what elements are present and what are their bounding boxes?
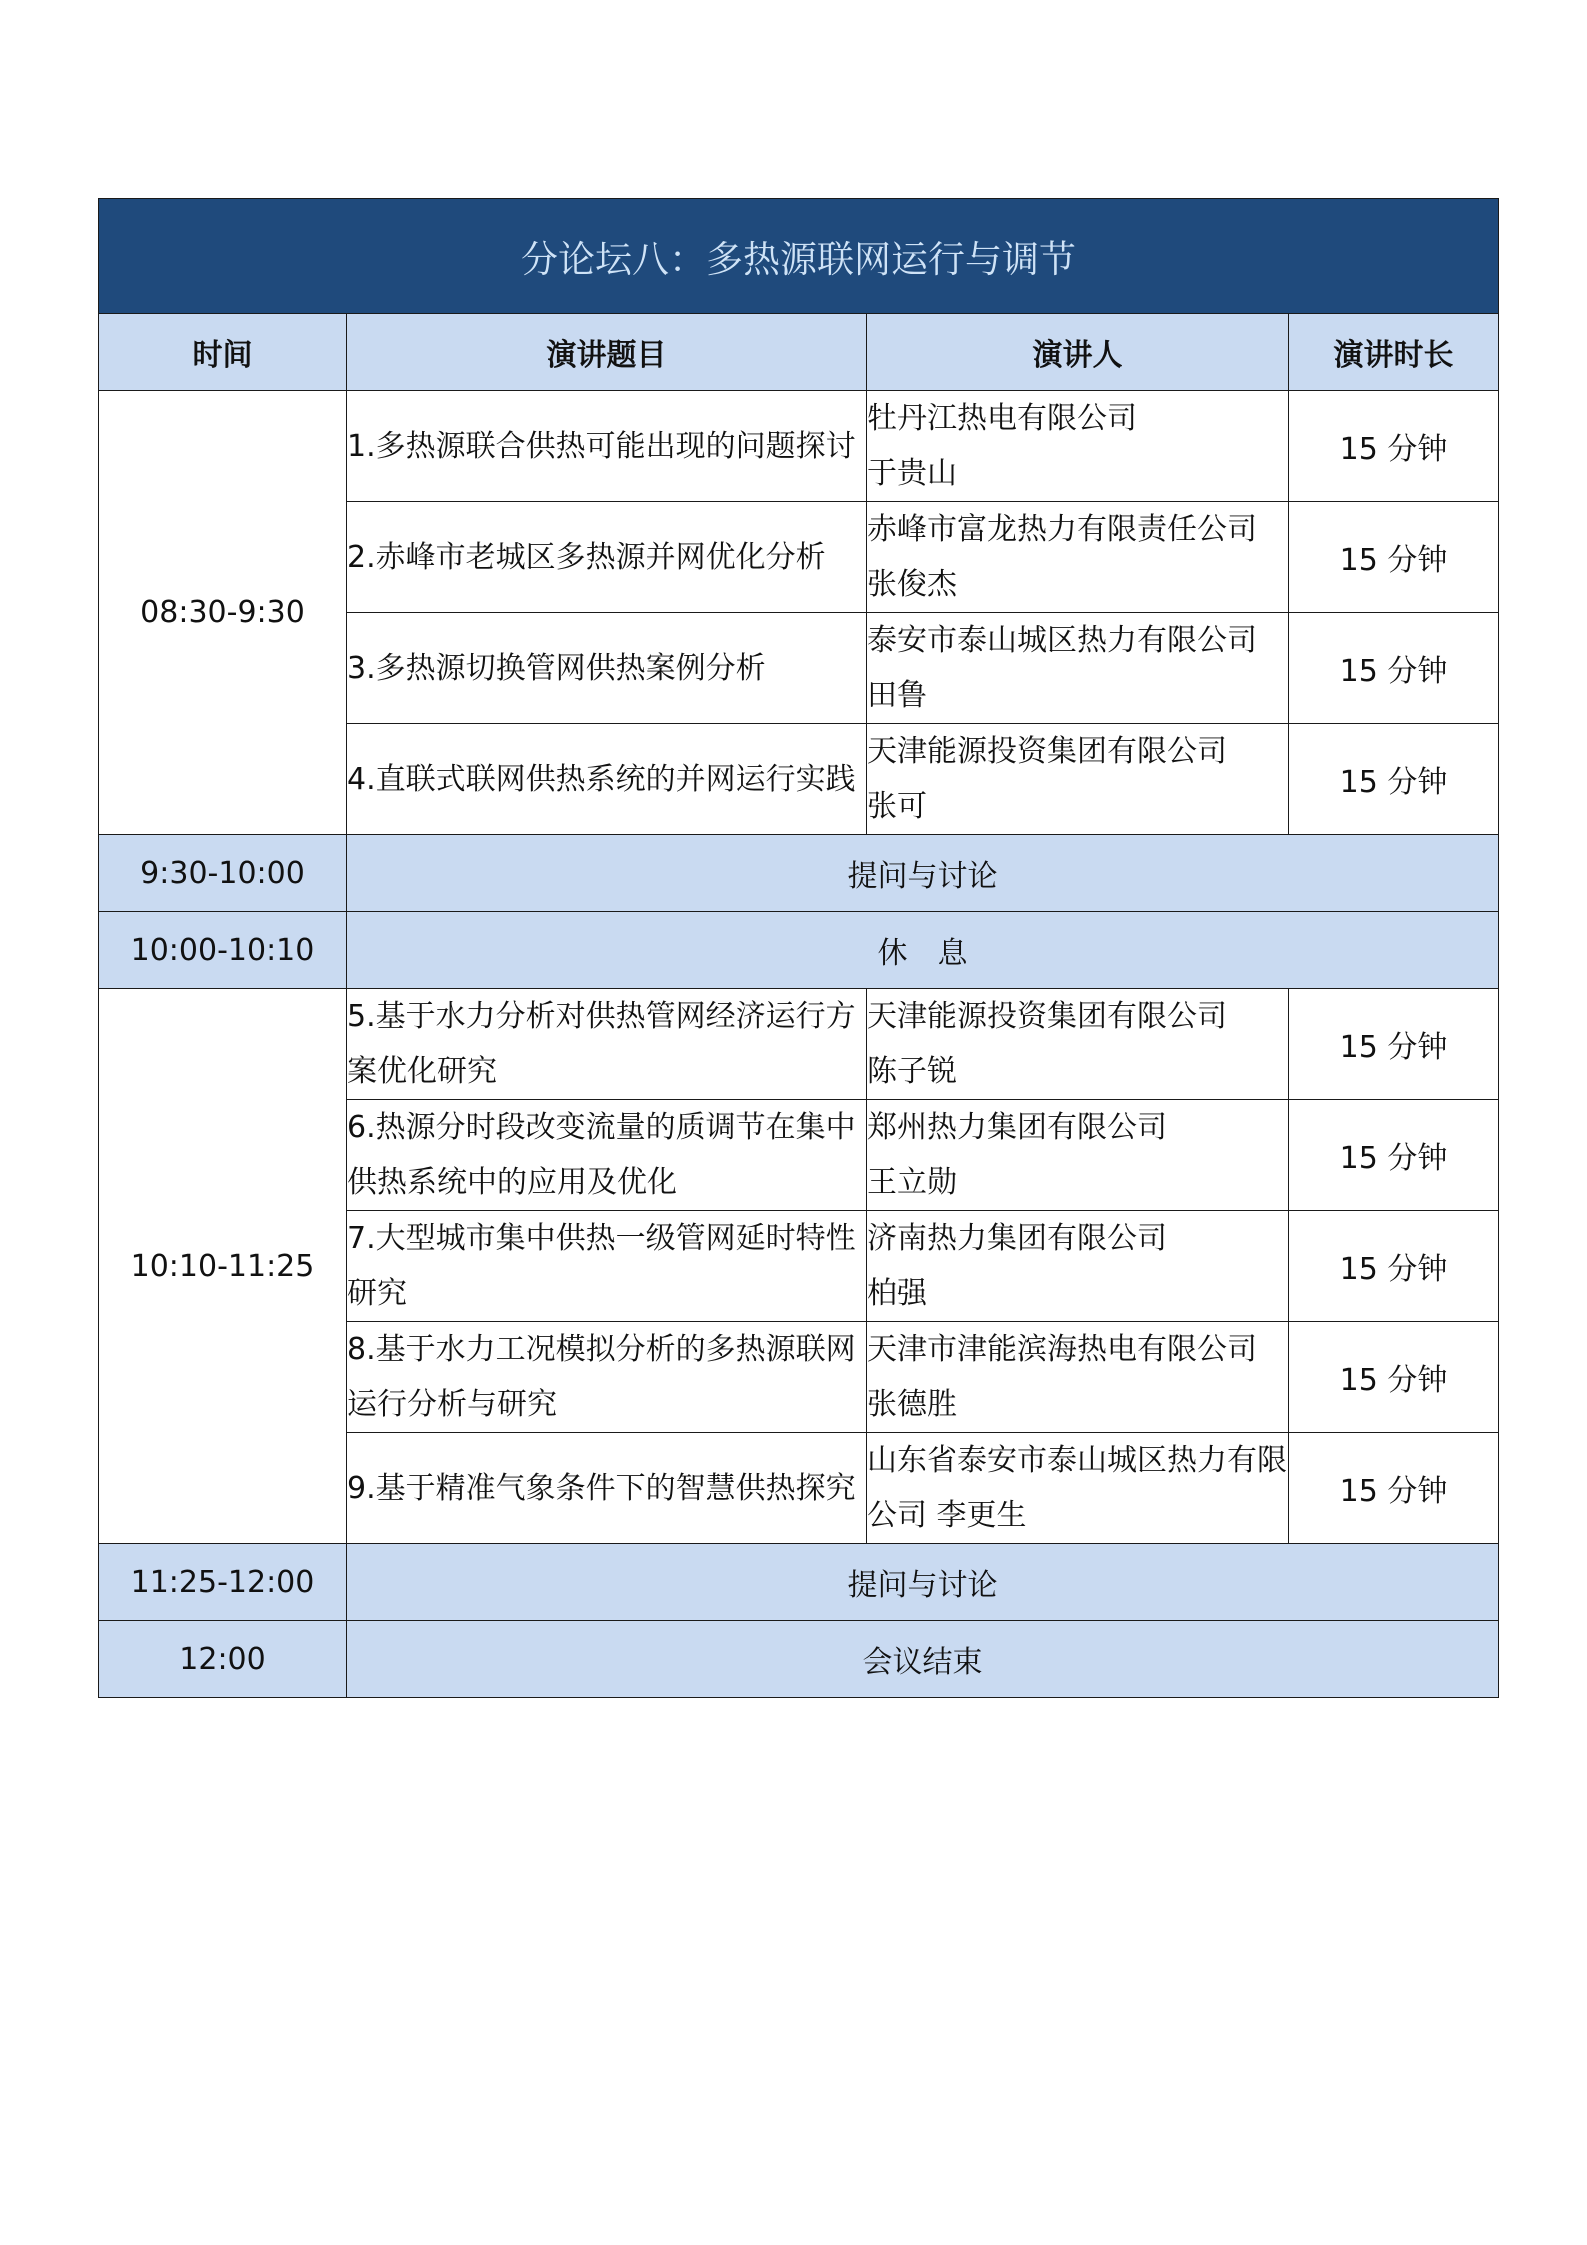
talk-topic: 7.大型城市集中供热一级管网延时特性研究 [347,1211,867,1322]
talk-topic: 6.热源分时段改变流量的质调节在集中供热系统中的应用及优化 [347,1100,867,1211]
talk-topic: 2.赤峰市老城区多热源并网优化分析 [347,502,867,613]
talk-speaker: 天津市津能滨海热电有限公司 张德胜 [867,1322,1289,1433]
talk-duration: 15 分钟 [1289,391,1499,502]
talk-topic: 1.多热源联合供热可能出现的问题探讨 [347,391,867,502]
talk-duration: 15 分钟 [1289,502,1499,613]
table-row [99,989,1499,1100]
header-topic: 演讲题目 [347,314,867,391]
talk-speaker: 泰安市泰山城区热力有限公司 田鲁 [867,613,1289,724]
qa-time: 11:25-12:00 [99,1544,347,1621]
break-label: 休 息 [347,912,1499,989]
talk-speaker: 天津能源投资集团有限公司 张可 [867,724,1289,835]
talk-speaker: 山东省泰安市泰山城区热力有限公司 李更生 [867,1433,1289,1544]
talk-speaker: 郑州热力集团有限公司 王立勋 [867,1100,1289,1211]
qa-row [99,1544,1499,1621]
header-time: 时间 [99,314,347,391]
talk-speaker: 赤峰市富龙热力有限责任公司 张俊杰 [867,502,1289,613]
agenda-table [98,198,1499,1698]
talk-duration: 15 分钟 [1289,1433,1499,1544]
talk-topic: 4.直联式联网供热系统的并网运行实践 [347,724,867,835]
talk-speaker: 天津能源投资集团有限公司 陈子锐 [867,989,1289,1100]
talk-duration: 15 分钟 [1289,613,1499,724]
table-row [99,391,1499,502]
qa-label: 提问与讨论 [347,835,1499,912]
end-row [99,1621,1499,1698]
header-duration: 演讲时长 [1289,314,1499,391]
talk-duration: 15 分钟 [1289,1322,1499,1433]
end-label: 会议结束 [347,1621,1499,1698]
session-time: 08:30-9:30 [99,391,347,835]
end-time: 12:00 [99,1621,347,1698]
break-time: 10:00-10:10 [99,912,347,989]
talk-topic: 9.基于精准气象条件下的智慧供热探究 [347,1433,867,1544]
talk-speaker: 济南热力集团有限公司 柏强 [867,1211,1289,1322]
qa-time: 9:30-10:00 [99,835,347,912]
talk-speaker: 牡丹江热电有限公司 于贵山 [867,391,1289,502]
forum-title: 分论坛八：多热源联网运行与调节 [99,199,1499,314]
header-row [99,314,1499,391]
qa-label: 提问与讨论 [347,1544,1499,1621]
talk-topic: 8.基于水力工况模拟分析的多热源联网运行分析与研究 [347,1322,867,1433]
talk-topic: 3.多热源切换管网供热案例分析 [347,613,867,724]
talk-duration: 15 分钟 [1289,1211,1499,1322]
talk-duration: 15 分钟 [1289,1100,1499,1211]
break-row [99,912,1499,989]
session-time: 10:10-11:25 [99,989,347,1544]
qa-row [99,835,1499,912]
header-speaker: 演讲人 [867,314,1289,391]
talk-duration: 15 分钟 [1289,989,1499,1100]
talk-duration: 15 分钟 [1289,724,1499,835]
talk-topic: 5.基于水力分析对供热管网经济运行方案优化研究 [347,989,867,1100]
